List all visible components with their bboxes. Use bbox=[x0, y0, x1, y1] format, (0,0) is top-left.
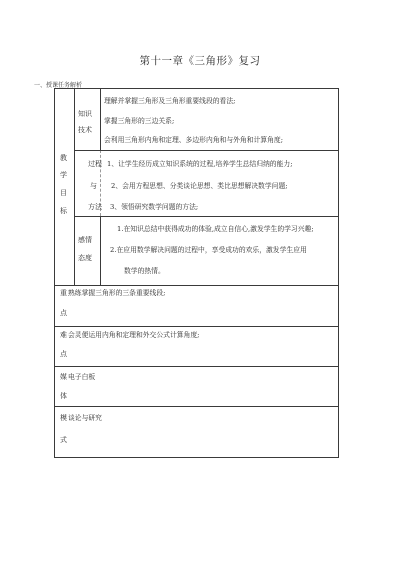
difficulty-label-top: 难 bbox=[60, 331, 67, 339]
sublabel-divider-3 bbox=[100, 216, 101, 285]
goals-label-4: 标 bbox=[60, 207, 67, 215]
difficulty-text: 会灵便运用内角和定理和外交公式计算角度; bbox=[68, 331, 200, 339]
emotion-label-1: 感情 bbox=[78, 236, 92, 244]
difficulty-label-bottom: 点 bbox=[60, 350, 67, 358]
goals-label-2: 学 bbox=[60, 171, 67, 179]
media-text: 电子白板 bbox=[68, 373, 96, 381]
keypoints-label-bottom: 点 bbox=[60, 309, 67, 317]
emotion-label-2: 态度 bbox=[78, 254, 92, 262]
knowledge-line-3: 会利用三角形内角和定理、多边形内角和与外角和计算角度; bbox=[104, 136, 284, 144]
sublabel-divider-1 bbox=[100, 88, 101, 150]
method-label-bottom: 式 bbox=[60, 436, 67, 444]
process-label-1: 过程 bbox=[88, 160, 102, 168]
media-label-top: 媒 bbox=[60, 373, 67, 381]
row-divider-process bbox=[74, 216, 339, 217]
emotion-line-3: 数学的热情。 bbox=[124, 267, 165, 275]
process-label-2: 与 bbox=[90, 182, 97, 190]
process-line-2: 2、会用方程思想、分类谈论思想、类比思想解决数学问题; bbox=[111, 182, 288, 190]
emotion-line-1: 1.在知识总结中获得成功的体验,成立自信心,激发学生的学习兴趣; bbox=[117, 225, 314, 233]
knowledge-label-2: 技术 bbox=[78, 126, 92, 134]
row-divider-goals bbox=[54, 285, 339, 286]
goals-label-1: 教 bbox=[60, 154, 67, 162]
row-divider-media bbox=[54, 406, 339, 407]
goals-divider bbox=[74, 88, 75, 285]
page-title: 第十一章《三角形》复习 bbox=[139, 55, 261, 67]
keypoints-text: 熟练掌握三角形的三条重要线段; bbox=[68, 289, 166, 297]
section-heading: 一、授课任务解析 bbox=[34, 82, 83, 89]
method-text: 谈论与研究 bbox=[68, 414, 102, 422]
row-divider-keypoints bbox=[54, 326, 339, 327]
emotion-line-2: 2.在应用数学解决问题的过程中，享受成功的欢乐，激发学生应用 bbox=[110, 246, 307, 254]
process-label-3: 方法 bbox=[88, 203, 102, 211]
goals-label-3: 目 bbox=[60, 189, 67, 197]
keypoints-label-top: 重 bbox=[60, 289, 67, 297]
row-divider-knowledge bbox=[74, 150, 339, 151]
knowledge-label-1: 知识 bbox=[78, 110, 92, 118]
process-line-1: 1、让学生经历成立知识系统的过程,培养学生总结归纳的能力; bbox=[107, 160, 293, 168]
knowledge-line-1: 理解并掌握三角形及三角形重要线段的看法; bbox=[104, 97, 236, 105]
process-line-3: 3、领悟研究数学问题的方法; bbox=[110, 203, 199, 211]
method-label-top: 模 bbox=[60, 414, 67, 422]
row-divider-difficulty bbox=[54, 366, 339, 367]
knowledge-line-2: 掌握三角形的三边关系; bbox=[104, 117, 175, 125]
media-label-bottom: 体 bbox=[60, 392, 67, 400]
